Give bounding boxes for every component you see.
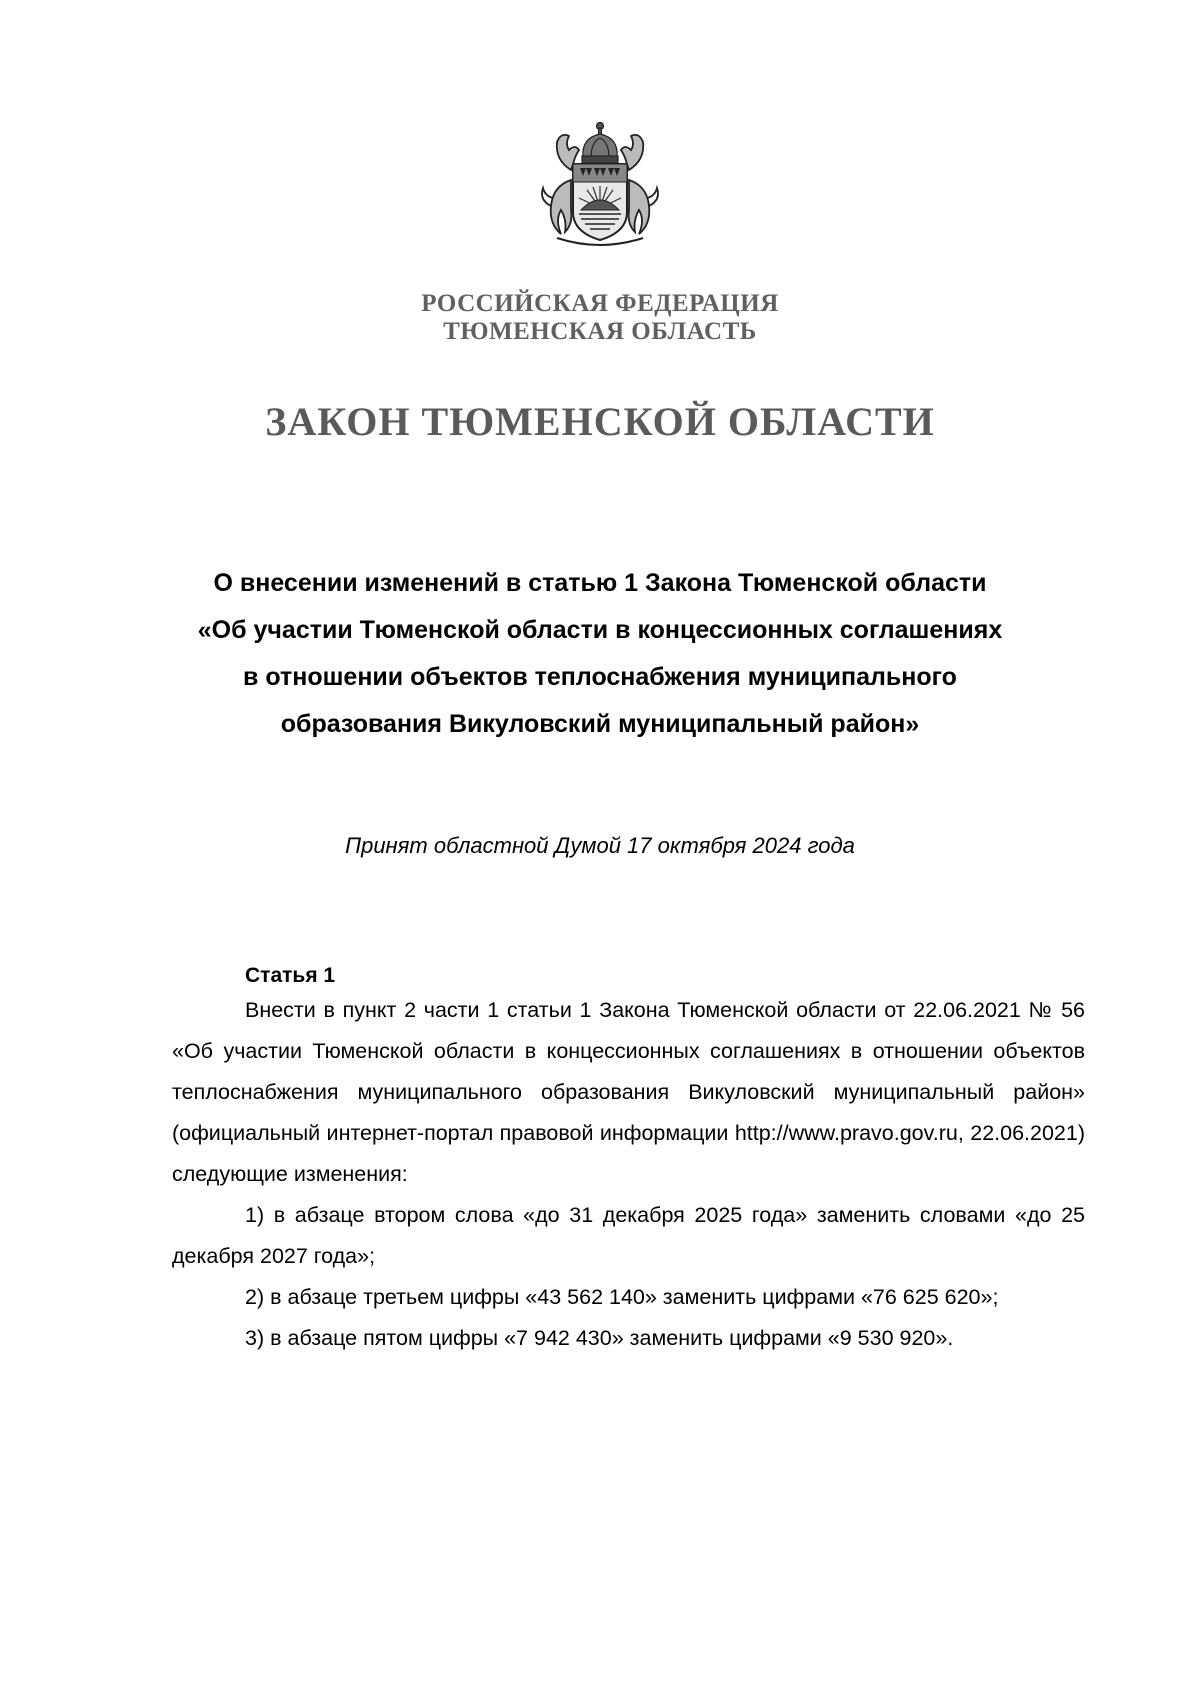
- article-body: [172, 990, 1085, 1359]
- article-heading: Статья 1: [245, 964, 336, 987]
- adoption-note: Принят областной Думой 17 октября 2024 года: [345, 833, 855, 858]
- document-title-line: «Об участии Тюменской области в концессионных соглашениях: [197, 616, 1003, 644]
- coat-of-arms-icon: [535, 120, 665, 252]
- region-name: ТЮМЕНСКАЯ ОБЛАСТЬ: [443, 318, 757, 345]
- document-title-line: образования Викуловский муниципальный район»: [280, 710, 920, 738]
- document-title: [140, 560, 1060, 748]
- document-title-line: О внесении изменений в статью 1 Закона Тюменской области: [213, 569, 987, 597]
- amendment-item: 1) в абзаце втором слова «до 31 декабря 2025 года» заменить словами «до 25 декабря 2027 года»;: [172, 1203, 1085, 1268]
- amendment-item: 2) в абзаце третьем цифры «43 562 140» заменить цифрами «76 625 620»;: [245, 1285, 999, 1309]
- law-title: ЗАКОН ТЮМЕНСКОЙ ОБЛАСТИ: [265, 399, 935, 444]
- article-intro-paragraph: Внести в пункт 2 части 1 статьи 1 Закона Тюменской области от 22.06.2021 № 56 «Об участии Тюменской области в концессионных соглашениях в отношении объектов теплоснабжения муниципального образования Викуловский муниципальный район» (официальный интернет-портал правовой информации http://www.pravo.gov.ru, 22.06.2021) следующие изменения:: [172, 998, 1085, 1186]
- country-name: РОССИЙСКАЯ ФЕДЕРАЦИЯ: [421, 290, 779, 317]
- document-title-line: в отношении объектов теплоснабжения муниципального: [243, 663, 957, 691]
- amendment-item: 3) в абзаце пятом цифры «7 942 430» заменить цифрами «9 530 920».: [245, 1326, 954, 1350]
